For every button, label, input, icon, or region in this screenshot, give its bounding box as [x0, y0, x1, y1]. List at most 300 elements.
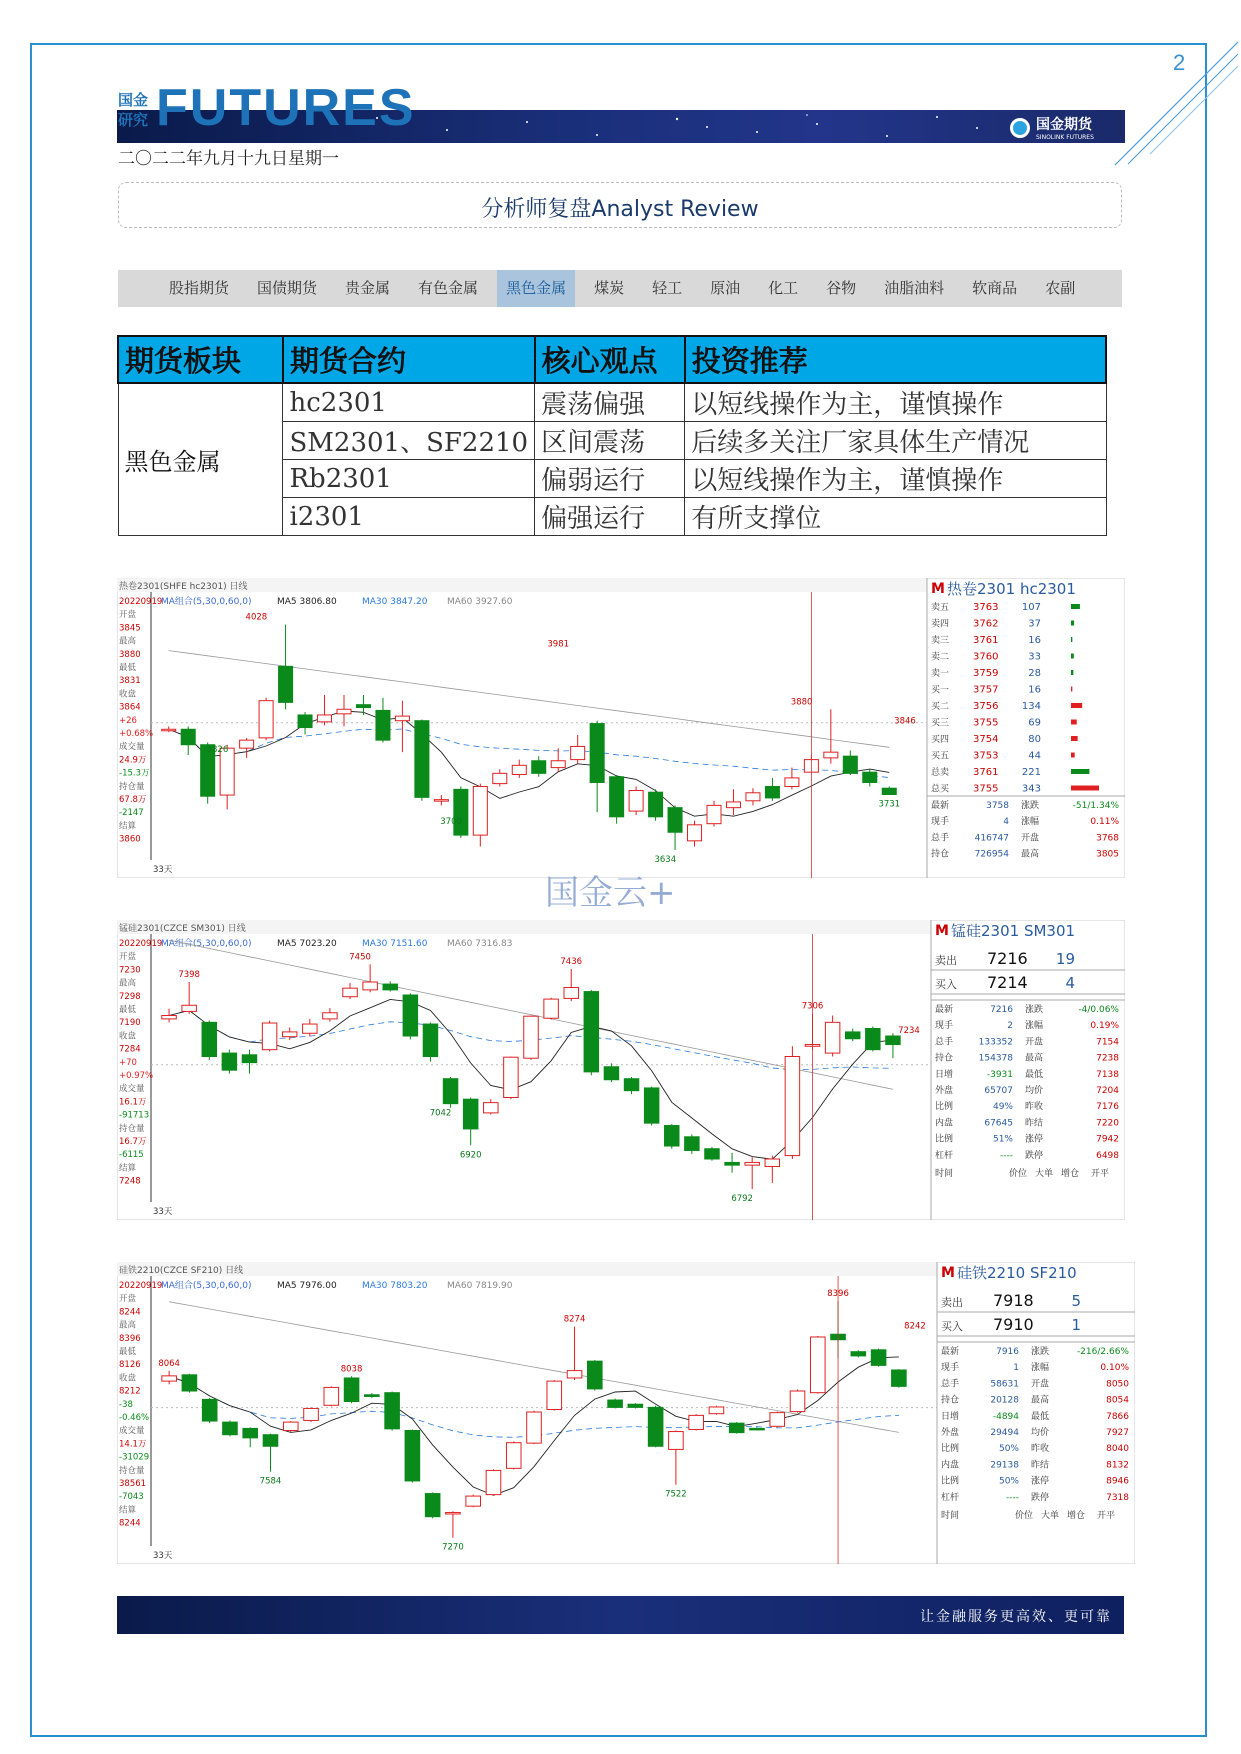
left-panel-value: 成交量 — [119, 742, 145, 753]
left-panel-value: 14.1万 — [119, 1439, 147, 1450]
candle-body — [765, 786, 779, 797]
stat-label: 现手 — [941, 1363, 960, 1374]
book-label: 总卖 — [931, 768, 950, 778]
quote-footer-label: 开平 — [1091, 1169, 1110, 1179]
price-label: 8274 — [563, 1314, 586, 1325]
price-label: 3846 — [894, 716, 916, 727]
book-volume-bar — [1071, 670, 1073, 675]
book-price: 3754 — [973, 734, 999, 745]
candle-body — [242, 1055, 256, 1063]
candle-body — [223, 1422, 238, 1435]
ma30-legend: MA30 3847.20 — [362, 597, 428, 607]
price-label: 3826 — [206, 745, 229, 756]
stat-label: 开盘 — [1031, 1379, 1050, 1390]
candle-body — [363, 982, 377, 990]
left-panel-value: 开盘 — [119, 952, 137, 963]
stat-value: 29494 — [990, 1428, 1019, 1438]
view-cell: 震荡偏强 — [535, 383, 685, 422]
candle-body — [262, 1023, 276, 1050]
stat-value: 7916 — [996, 1347, 1019, 1357]
book-label: 卖二 — [931, 652, 950, 663]
quote-title: 硅铁2210 SF210 — [957, 1264, 1077, 1282]
nav-item[interactable]: 煤炭 — [594, 279, 625, 297]
candle-body — [395, 716, 409, 721]
candle-body — [323, 1013, 337, 1019]
left-panel-value: 成交量 — [119, 1084, 145, 1095]
stat-label: 涨跌 — [1031, 1347, 1050, 1357]
candle-body — [689, 1415, 704, 1429]
quote-footer-label: 增仓 — [1067, 1511, 1086, 1521]
left-panel-value: 开盘 — [119, 1294, 137, 1305]
candle-body — [493, 773, 507, 783]
price-label: 8064 — [158, 1358, 180, 1369]
footer-slogan: 让金融服务更高效、更可靠 — [920, 1609, 1112, 1625]
price-label: 4028 — [245, 612, 268, 623]
contract-cell: hc2301 — [283, 383, 535, 422]
book-volume-bar — [1071, 687, 1072, 692]
candle-body — [584, 992, 598, 1072]
left-panel-value: 最高 — [119, 636, 137, 647]
left-panel-value: 8126 — [119, 1360, 141, 1371]
candle-body — [298, 715, 312, 728]
nav-item[interactable]: 轻工 — [652, 279, 683, 297]
price-label: 7398 — [178, 970, 200, 981]
candle-body — [220, 748, 234, 795]
advice-cell: 后续多关注厂家具体生产情况 — [685, 422, 1106, 460]
days-label: 33天 — [153, 865, 173, 875]
price-label: 3700 — [440, 817, 462, 828]
left-panel-value: 7248 — [119, 1176, 141, 1187]
stat-value: 29138 — [990, 1460, 1019, 1471]
candle-body — [182, 1005, 196, 1011]
candle-body — [466, 1496, 481, 1506]
table-header: 期货合约 — [283, 336, 535, 383]
candle-body — [863, 772, 877, 782]
stat-value: -3931 — [986, 1069, 1013, 1080]
candle-body — [610, 777, 624, 817]
candle-body — [871, 1350, 886, 1366]
candle-body — [590, 724, 604, 783]
view-table — [117, 335, 1107, 536]
candle-body — [337, 709, 351, 714]
left-panel-value: 开盘 — [119, 610, 137, 621]
book-price: 7216 — [987, 949, 1028, 968]
stat-value: 7866 — [1106, 1411, 1129, 1422]
left-panel-value: 20220919 — [119, 1281, 163, 1291]
quote-market-icon: M — [941, 1265, 955, 1281]
stat-label: 涨幅 — [1021, 817, 1040, 828]
book-price: 3759 — [973, 668, 999, 679]
candle-body — [524, 1016, 538, 1058]
brand-futures-logo: FUTURES — [156, 79, 416, 137]
nav-item[interactable]: 有色金属 — [418, 279, 479, 297]
book-price: 3761 — [973, 635, 999, 646]
price-label: 6920 — [459, 1150, 482, 1161]
candle-body — [434, 800, 448, 802]
candle-body — [628, 1404, 643, 1407]
stat-label: 现手 — [935, 1021, 954, 1032]
ma5-legend: MA5 7976.00 — [277, 1281, 337, 1291]
stat-value: 7154 — [1096, 1037, 1119, 1048]
stat-label: 比例 — [941, 1476, 960, 1487]
view-cell: 偏强运行 — [535, 498, 685, 536]
sm301-kline-chart — [117, 920, 1125, 1220]
stat-value: ---- — [1006, 1492, 1019, 1503]
candle-body — [604, 1067, 618, 1080]
candle-body — [726, 802, 740, 808]
book-volume-bar — [1071, 736, 1078, 741]
stat-label: 现手 — [931, 817, 950, 828]
stat-value: 2 — [1007, 1021, 1013, 1032]
left-panel-value: 3880 — [119, 649, 141, 660]
candle-body — [851, 1352, 866, 1356]
chart-header: 锰硅2301(CZCE SM301) 日线 — [119, 924, 246, 934]
chart-background — [117, 920, 1125, 1220]
candle-body — [745, 1162, 759, 1165]
advice-cell: 以短线操作为主，谨慎操作 — [685, 460, 1106, 498]
left-panel-value: +0.97% — [119, 1071, 154, 1081]
candle-body — [770, 1413, 785, 1427]
left-panel-value: 收盘 — [119, 1031, 137, 1042]
left-panel-value: 8244 — [119, 1307, 141, 1318]
company-name-en: SINOLINK FUTURES — [1036, 134, 1094, 141]
candle-body — [532, 761, 546, 774]
book-label: 总买 — [931, 784, 950, 795]
candle-body — [649, 792, 663, 817]
stat-value: 7942 — [1096, 1134, 1119, 1145]
left-panel-value: 16.1万 — [119, 1097, 147, 1108]
stat-label: 最新 — [935, 1005, 954, 1015]
left-panel-value: 7190 — [119, 1018, 141, 1029]
price-label: 7042 — [429, 1108, 452, 1119]
book-volume: 37 — [1028, 618, 1041, 630]
stat-label: 杠杆 — [935, 1150, 954, 1161]
candle-body — [845, 1032, 859, 1039]
contract-cell: i2301 — [283, 498, 535, 536]
book-volume: 80 — [1028, 734, 1041, 745]
candle-body — [263, 1435, 278, 1447]
table-header: 核心观点 — [535, 336, 685, 383]
candle-body — [825, 1022, 839, 1053]
book-volume: 134 — [1021, 701, 1041, 712]
candle-body — [824, 752, 838, 758]
book-volume: 44 — [1028, 750, 1041, 762]
left-panel-value: 3860 — [119, 834, 141, 845]
candle-body — [685, 1137, 699, 1151]
book-volume-bar — [1071, 654, 1074, 659]
candle-body — [318, 715, 332, 722]
table-header: 投资推荐 — [685, 336, 1106, 383]
book-price: 3755 — [973, 717, 999, 729]
ma60-legend: MA60 7316.83 — [447, 939, 513, 949]
candle-body — [304, 1408, 319, 1420]
quote-footer-label: 时间 — [935, 1169, 954, 1179]
candle-body — [343, 988, 357, 997]
book-price: 7918 — [993, 1291, 1034, 1310]
stat-value: 726954 — [974, 849, 1009, 860]
book-price: 3760 — [973, 651, 999, 663]
section-title-box — [118, 182, 1122, 228]
sector-cell: 黑色金属 — [118, 383, 283, 536]
candle-body — [385, 1393, 400, 1429]
watermark: 国金云+ — [545, 873, 676, 913]
candle-body — [484, 1103, 498, 1113]
chart-background — [117, 1262, 1135, 1564]
candle-body — [785, 778, 799, 787]
days-label: 33天 — [153, 1551, 173, 1561]
stat-label: 涨停 — [1025, 1134, 1044, 1145]
book-price: 3756 — [973, 701, 999, 712]
ma30-legend: MA30 7151.60 — [362, 939, 428, 949]
left-panel-value: 7298 — [119, 991, 141, 1002]
quote-footer-label: 时间 — [941, 1511, 960, 1521]
candle-body — [746, 793, 760, 801]
left-panel-value: 结算 — [119, 1505, 137, 1516]
book-label: 卖出 — [941, 1296, 963, 1309]
nav-item[interactable]: 化工 — [768, 279, 799, 297]
book-volume-bar — [1071, 753, 1075, 758]
book-price: 7910 — [993, 1315, 1034, 1334]
candle-body — [415, 721, 429, 798]
quote-title: 锰硅2301 SM301 — [951, 922, 1076, 940]
candle-body — [240, 740, 254, 748]
left-panel-value: 结算 — [119, 1163, 137, 1174]
candle-body — [866, 1028, 880, 1049]
book-label: 买五 — [931, 751, 950, 762]
price-label: 3981 — [547, 639, 570, 650]
left-panel-value: 最高 — [119, 978, 137, 989]
days-label: 33天 — [153, 1207, 173, 1217]
stat-value: 416747 — [974, 833, 1009, 844]
quote-footer-label: 大单 — [1035, 1169, 1054, 1179]
candle-body — [750, 1428, 765, 1430]
book-label: 买二 — [931, 702, 950, 712]
book-price: 7214 — [987, 973, 1028, 992]
contract-cell: SM2301、SF2210 — [283, 422, 535, 460]
stat-label: 比例 — [935, 1102, 954, 1113]
stat-label: 最高 — [1025, 1053, 1044, 1064]
candle-body — [547, 1381, 562, 1409]
stat-value: 58631 — [990, 1379, 1019, 1390]
stat-value: 49% — [992, 1102, 1013, 1113]
price-label: 8038 — [340, 1364, 363, 1375]
candle-body — [344, 1378, 359, 1402]
nav-item[interactable]: 国债期货 — [257, 279, 318, 297]
book-volume-bar — [1071, 720, 1077, 725]
candle-body — [886, 1036, 900, 1045]
candle-body — [892, 1370, 907, 1386]
stat-label: 杠杆 — [941, 1492, 960, 1503]
ma30-legend: MA30 7803.20 — [362, 1281, 428, 1291]
candle-body — [843, 756, 857, 773]
stat-value: 50% — [998, 1444, 1019, 1455]
stat-label: 昨收 — [1031, 1444, 1050, 1455]
nav-item[interactable]: 谷物 — [826, 279, 857, 297]
nav-item[interactable]: 股指期货 — [169, 279, 230, 297]
candle-body — [454, 789, 468, 835]
stat-value: 8040 — [1106, 1444, 1129, 1455]
stat-value: 3768 — [1096, 833, 1119, 844]
book-label: 卖三 — [931, 636, 950, 646]
candle-body — [705, 1149, 719, 1159]
stat-label: 外盘 — [935, 1086, 954, 1096]
stat-value: 51% — [992, 1134, 1013, 1145]
left-panel-value: +0.68% — [119, 729, 154, 739]
ma60-legend: MA60 7819.90 — [447, 1281, 513, 1291]
candle-body — [882, 788, 896, 794]
category-nav — [118, 270, 1122, 307]
price-label: 6792 — [731, 1194, 753, 1205]
book-volume-bar — [1071, 769, 1089, 774]
book-volume: 1 — [1071, 1316, 1081, 1334]
book-price: 3755 — [973, 783, 999, 795]
book-volume: 69 — [1028, 717, 1041, 729]
price-label: 7436 — [560, 957, 583, 968]
stat-value: 7238 — [1096, 1053, 1119, 1064]
ma-legend: MA组合(5,30,0,60,0) — [161, 939, 252, 949]
stat-label: 总手 — [931, 833, 950, 844]
left-panel-value: +26 — [119, 715, 137, 726]
left-panel-value: 24.9万 — [119, 755, 147, 766]
candle-body — [365, 1395, 380, 1397]
price-label: 7234 — [898, 1026, 920, 1037]
quote-footer-label: 价位 — [1009, 1169, 1028, 1179]
ma5-legend: MA5 3806.80 — [277, 597, 337, 607]
candle-body — [709, 1407, 724, 1414]
candle-body — [405, 1431, 420, 1481]
corner-decoration — [1110, 40, 1240, 180]
candle-body — [688, 825, 702, 841]
left-panel-value: 38561 — [119, 1479, 147, 1489]
stat-label: 均价 — [1031, 1428, 1050, 1438]
candle-body — [383, 984, 397, 990]
left-panel-value: -0.46% — [119, 1413, 150, 1423]
book-volume: 19 — [1055, 950, 1075, 968]
ma60-legend: MA60 3927.60 — [447, 597, 513, 607]
stat-label: 内盘 — [935, 1118, 954, 1129]
left-panel-value: -31029 — [119, 1452, 150, 1463]
left-panel-value: 8212 — [119, 1386, 141, 1397]
candle-body — [608, 1400, 623, 1407]
left-panel-value: 最低 — [119, 1347, 137, 1357]
price-label: 3731 — [878, 799, 901, 810]
stat-value: 7220 — [1096, 1118, 1119, 1129]
left-panel-value: 持仓量 — [119, 781, 145, 792]
book-volume: 343 — [1021, 783, 1041, 795]
candle-body — [571, 746, 585, 759]
stat-value: 0.10% — [1100, 1363, 1129, 1374]
stat-value: 0.11% — [1090, 817, 1119, 828]
stat-value: 3758 — [986, 801, 1009, 811]
candle-body — [259, 701, 273, 738]
nav-item[interactable]: 软商品 — [972, 279, 1018, 297]
table-header-row — [118, 336, 1106, 383]
candle-body — [669, 1432, 684, 1450]
book-volume-bar — [1071, 786, 1099, 791]
book-volume: 33 — [1028, 651, 1041, 663]
stat-label: 日增 — [941, 1411, 960, 1422]
left-panel-value: 8244 — [119, 1518, 141, 1529]
candle-body — [629, 790, 643, 811]
candle-body — [551, 761, 565, 768]
candle-body — [473, 786, 487, 835]
left-panel-value: 最低 — [119, 663, 137, 673]
stat-label: 均价 — [1025, 1086, 1044, 1096]
nav-item[interactable]: 贵金属 — [345, 279, 391, 297]
candle-body — [182, 1375, 197, 1391]
nav-item[interactable]: 油脂油料 — [884, 279, 945, 297]
candle-body — [725, 1162, 739, 1165]
candle-body — [283, 1422, 298, 1430]
company-logo-icon — [1010, 118, 1030, 138]
candle-body — [356, 705, 370, 708]
quote-footer-label: 开平 — [1097, 1511, 1116, 1521]
footer-banner — [117, 1596, 1124, 1634]
left-panel-value: 收盘 — [119, 1373, 137, 1384]
left-panel-value: 持仓量 — [119, 1465, 145, 1476]
stat-value: 154378 — [978, 1053, 1013, 1064]
stat-label: 最高 — [1031, 1395, 1050, 1406]
candle-body — [588, 1361, 603, 1389]
price-label: 7450 — [349, 952, 371, 963]
page-number: 2 — [1173, 50, 1186, 75]
stat-label: 涨跌 — [1021, 801, 1040, 811]
book-volume-bar — [1071, 637, 1072, 642]
quote-footer-label: 增仓 — [1061, 1169, 1080, 1179]
stat-label: 昨收 — [1025, 1102, 1044, 1113]
stat-value: 7204 — [1096, 1086, 1119, 1096]
candle-body — [162, 1376, 177, 1381]
table-row — [118, 383, 1106, 422]
stat-label: 开盘 — [1021, 833, 1040, 844]
view-cell: 偏弱运行 — [535, 460, 685, 498]
quote-footer-label: 大单 — [1041, 1511, 1060, 1521]
candle-body — [463, 1099, 477, 1129]
company-name: 国金期货 — [1036, 117, 1092, 133]
candle-body — [324, 1387, 339, 1405]
book-volume: 16 — [1028, 684, 1041, 696]
candle-body — [527, 1412, 542, 1443]
left-panel-value: +70 — [119, 1057, 137, 1068]
nav-item-active[interactable]: 黑色金属 — [497, 270, 575, 307]
candle-body — [648, 1407, 663, 1446]
candle-body — [443, 1079, 457, 1104]
quote-title: 热卷2301 hc2301 — [947, 580, 1076, 598]
stat-value: 65707 — [984, 1086, 1013, 1096]
book-volume: 28 — [1028, 668, 1041, 679]
stat-value: 50% — [998, 1476, 1019, 1487]
contract-cell: Rb2301 — [283, 460, 535, 498]
quote-market-icon: M — [931, 581, 945, 597]
stat-value: 8050 — [1106, 1379, 1129, 1390]
stat-label: 昨结 — [1031, 1460, 1050, 1471]
nav-item[interactable]: 原油 — [710, 279, 741, 297]
stat-label: 最低 — [1025, 1069, 1044, 1080]
book-label: 卖四 — [931, 619, 950, 630]
nav-item[interactable]: 农副 — [1045, 279, 1076, 297]
stat-label: 最新 — [931, 801, 950, 811]
book-volume: 16 — [1028, 635, 1041, 646]
candle-body — [567, 1371, 582, 1378]
brand-cn: 国金研究 — [118, 91, 149, 129]
left-panel-value: 8396 — [119, 1333, 141, 1344]
stat-label: 涨停 — [1031, 1476, 1050, 1487]
candle-body — [506, 1443, 521, 1469]
book-label: 买一 — [931, 685, 950, 696]
stat-label: 跌停 — [1031, 1492, 1050, 1503]
stat-label: 日增 — [935, 1069, 954, 1080]
candle-body — [624, 1079, 638, 1091]
